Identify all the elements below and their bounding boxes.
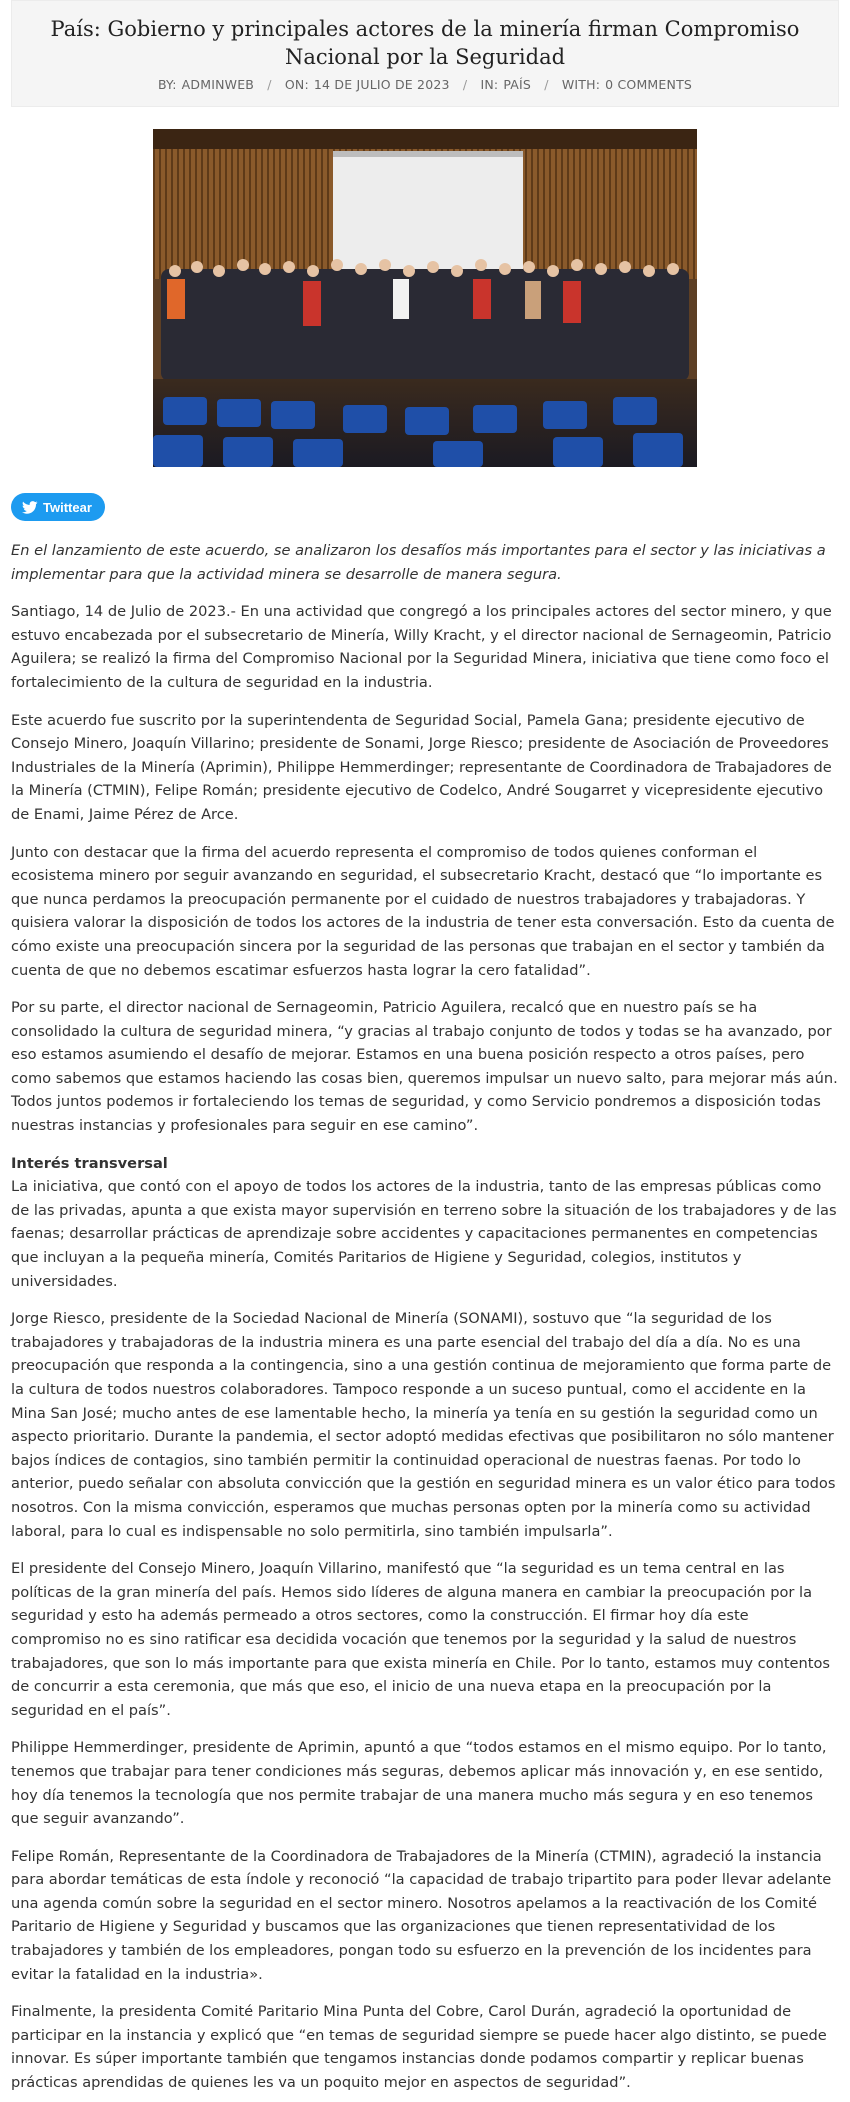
meta-separator: / [462, 77, 468, 92]
article-paragraph: Este acuerdo fue suscrito por la superintendenta de Seguridad Social, Pamela Gana; presidente ejecutivo de Consejo Minero, Joaquín Villarino; presidente de Sonami, Jorge Riesco; presidente de Asociación de Proveedores Industriales de la Minería (Aprimin), Philippe Hemmerdinger; representante de Coordinadora de Trabajadores de la Minería (CTMIN), Felipe Román; presidente ejecutivo de Codelco, André Sougarret y vicepresidente ejecutivo de Enami, Jaime Pérez de Arce. [11, 711, 832, 823]
date-link[interactable]: 14 DE JULIO DE 2023 [313, 77, 450, 92]
article-paragraph: Philippe Hemmerdinger, presidente de Aprimin, apuntó a que “todos estamos en el mismo equipo. Por lo tanto, tenemos que trabajar para tener condiciones más seguras, debemos aplicar más innovación y, en ese sentido, hoy día tenemos la tecnología que nos permite trabajar de una manera mucho más segura y en eso tenemos que seguir avanzando”. [11, 1739, 827, 1828]
article-paragraph: Junto con destacar que la firma del acuerdo representa el compromiso de todos quienes conforman el ecosistema minero por seguir avanzando en seguridad, el subsecretario Kracht, destacó que “lo importante es que nunca perdamos la preocupación permanente por el cuidado de nuestros trabajadores y trabajadoras. Y quisiera valorar la disposición de todos los actores de la industria de tener esta conversación. Esto da cuenta de cómo existe una preocupación sincera por la seguridad de las personas que trabajan en el sector y también da cuenta de que no debemos escatimar esfuerzos hasta lograr la cero fatalidad”. [11, 843, 835, 979]
meta-separator: / [544, 77, 549, 92]
article-paragraph: Felipe Román, Representante de la Coordinadora de Trabajadores de la Minería (CTMIN), agradeció la instancia para abordar temáticas de esta índole y reconoció “la capacidad de trabajo tripartito para poder llevar adelante una agenda común sobre la seguridad en el sector minero. Nosotros apelamos a la reactivación de los Comité Paritario de Higiene y Seguridad y buscamos que las organizaciones que tienen representatividad de los trabajadores y también de los empleadores, pongan todo su esfuerzo en la prevención de los incidentes para evitar la fatalidad en la industria». [11, 1847, 832, 1983]
post-meta [32, 77, 818, 92]
meta-with-label: WITH: [561, 77, 601, 92]
tweet-button[interactable] [11, 493, 105, 521]
comments-link[interactable]: 0 COMMENTS [605, 77, 693, 92]
share-bar [11, 493, 839, 523]
article-lead: En el lanzamiento de este acuerdo, se analizaron los desafíos más importantes para el sector y las iniciativas a implementar para que la actividad minera se desarrolle de manera segura. [11, 542, 826, 583]
twitter-bird-icon [22, 501, 38, 514]
author-link[interactable]: ADMINWEB [181, 77, 255, 92]
article-paragraph: Santiago, 14 de Julio de 2023.- En una actividad que congregó a los principales actores del sector minero, y que estuvo encabezada por el subsecretario de Minería, Willy Kracht, y el director nacional de Sernageomin, Patricio Aguilera; se realizó la firma del Compromiso Nacional por la Seguridad Minera, iniciativa que tiene como foco el fortalecimiento de la cultura de seguridad en la industria. [11, 603, 832, 691]
article-paragraph: Jorge Riesco, presidente de la Sociedad Nacional de Minería (SONAMI), sostuvo que “la seguridad de los trabajadores y trabajadoras de la industria minera es una parte esencial del trabajo del día a día. No es una preocupación que responda a la contingencia, sino a una gestión continua de mejoramiento que forma parte de la cultura de todos nuestros colaboradores. Tampoco responde a un suceso puntual, como el accidente en la Mina San José; mucho antes de ese lamentable hecho, la minería ya tenía en su gestión la seguridad como un aspecto prioritario. Durante la pandemia, el sector adoptó medidas efectivas que posibilitaron no sólo mantener bajos índices de contagios, sino también permitir la continuidad operacional de nuestras faenas. Por todo lo anterior, puedo señalar con absoluta convicción que la gestión en seguridad minera es un valor ético para todos nosotros. Con la misma convicción, esperamos que muchas personas opten por la minería como su actividad laboral, para lo cual es indispensable no solo permitirla, sino también impulsarla”. [11, 1310, 836, 1540]
tweet-button-label: Twittear [43, 499, 92, 515]
post-header [11, 0, 839, 107]
article-paragraph: Por su parte, el director nacional de Sernageomin, Patricio Aguilera, recalcó que en nuestro país se ha consolidado la cultura de seguridad minera, “y gracias al trabajo conjunto de todos y todas se ha avanzado, por eso estamos asumiendo el desafío de mejorar. Estamos en una buena posición respecto a otros países, pero como sabemos que estamos haciendo las cosas bien, queremos impulsar un nuevo salto, para mejorar más aún. Todos juntos podemos ir fortaleciendo los temas de seguridad, y como Servicio pondremos a disposición todas nuestras instancias y profesionales para seguir en ese camino”. [11, 999, 838, 1135]
meta-by-label: BY: [157, 77, 177, 92]
meta-on-label: ON: [284, 77, 309, 92]
article-paragraph: Finalmente, la presidenta Comité Paritario Mina Punta del Cobre, Carol Durán, agradeció la oportunidad de participar en la instancia y explicó que “en temas de seguridad siempre se puede hacer algo distinto, se puede innovar. Es súper importante también que tengamos instancias donde podamos compartir y replicar buenas prácticas aprendidas de quienes les va un poquito mejor en aspectos de seguridad”. [11, 2003, 827, 2092]
meta-separator: / [267, 77, 272, 92]
section-heading: Interés transversal [11, 1154, 168, 1172]
featured-image [153, 129, 697, 467]
category-link[interactable]: PAÍS [503, 77, 532, 92]
featured-image-wrap [11, 129, 839, 467]
article-paragraph: La iniciativa, que contó con el apoyo de todos los actores de la industria, tanto de las empresas públicas como de las privadas, apunta a que exista mayor supervisión en terreno sobre la situación de los trabajadores y de las faenas; desarrollar prácticas de aprendizaje sobre accidentes y capacitaciones permanentes en competencias que incluyan a la pequeña minería, Comités Paritarios de Higiene y Seguridad, colegios, institutos y universidades. [11, 1178, 837, 1290]
meta-in-label: IN: [480, 77, 499, 92]
page-title: País: Gobierno y principales actores de la minería firman Compromiso Nacional por la Seguridad [50, 17, 800, 69]
article-paragraph: El presidente del Consejo Minero, Joaquín Villarino, manifestó que “la seguridad es un tema central en las políticas de la gran minería del país. Hemos sido líderes de alguna manera en cambiar la preocupación por la seguridad y esto ha además permeado a otros sectores, como la construcción. El firmar hoy día este compromiso no es sino ratificar esa decidida vocación que tenemos por la seguridad y la salud de nuestros trabajadores, que son lo más importante para que exista minería en Chile. Por lo tanto, estamos muy contentos de concurrir a esta ceremonia, que más que eso, el inicio de una nueva etapa en la preocupación por la seguridad en el país”. [11, 1560, 831, 1719]
